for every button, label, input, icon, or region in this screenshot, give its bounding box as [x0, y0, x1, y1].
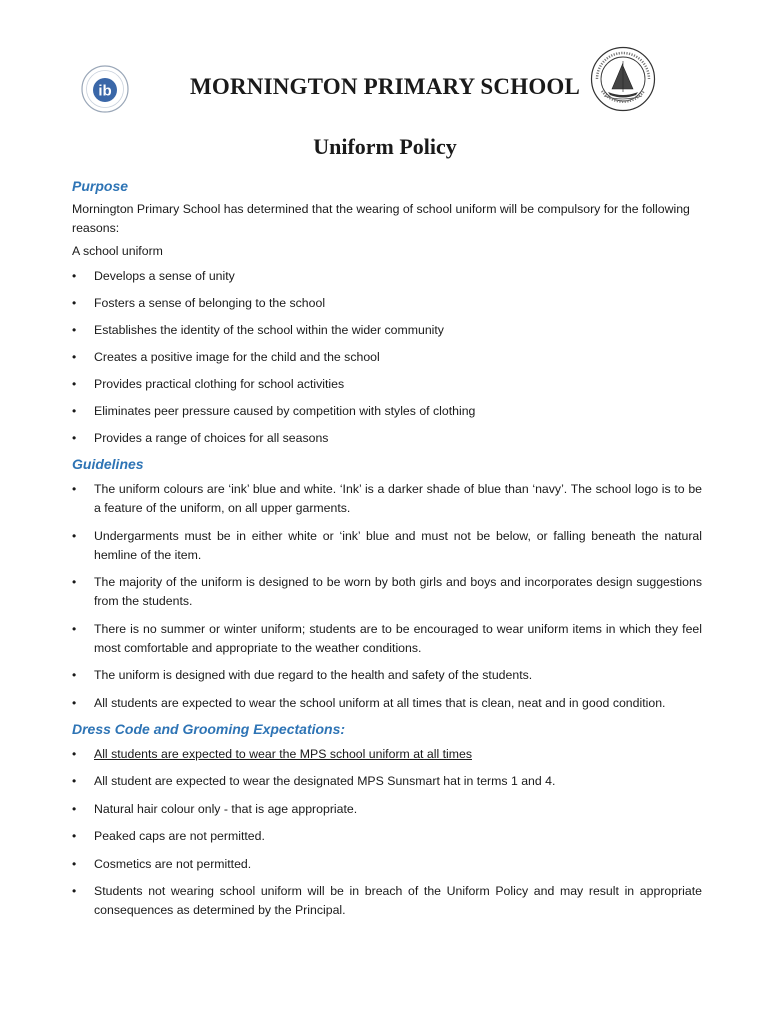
list-item: • Creates a positive image for the child and the school: [72, 348, 702, 367]
list-item: • The uniform colours are ‘ink’ blue and white. ‘Ink’ is a darker shade of blue than ‘navy’. The school logo is to be a feature of the uniform, on all upper garments.: [72, 480, 702, 518]
list-item: • All students are expected to wear the MPS school uniform at all times: [72, 745, 702, 764]
purpose-intro: Mornington Primary School has determined that the wearing of school uniform will be compulsory for the following reasons:: [72, 202, 690, 235]
list-item: • Students not wearing school uniform will be in breach of the Uniform Policy and may result in appropriate consequences as determined by the Principal.: [72, 882, 702, 920]
list-item: • Undergarments must be in either white or ‘ink’ blue and must not be below, or falling beneath the natural hemline of the item.: [72, 527, 702, 565]
list-item: • All student are expected to wear the designated MPS Sunsmart hat in terms 1 and 4.: [72, 772, 702, 791]
document-title: Uniform Policy: [313, 134, 457, 159]
list-item: • Provides a range of choices for all seasons: [72, 429, 702, 448]
purpose-lead: A school uniform: [72, 244, 163, 258]
document-body: [72, 176, 702, 920]
list-item: • Establishes the identity of the school within the wider community: [72, 321, 702, 340]
list-item: • The uniform is designed with due regard to the health and safety of the students.: [72, 666, 702, 685]
school-crest-logo: [590, 46, 656, 112]
list-item: • Fosters a sense of belonging to the school: [72, 294, 702, 313]
list-item: • Develops a sense of unity: [72, 267, 702, 286]
guidelines-heading: Guidelines: [72, 456, 144, 472]
purpose-heading: Purpose: [72, 178, 129, 194]
school-name: MORNINGTON PRIMARY SCHOOL: [189, 74, 581, 99]
list-item: • Natural hair colour only - that is age appropriate.: [72, 800, 702, 819]
list-item: • There is no summer or winter uniform; students are to be encouraged to wear uniform items in which they feel most comfortable and appropriate to the weather conditions.: [72, 620, 702, 658]
dress-code-list: [72, 745, 702, 921]
dress-code-heading: Dress Code and Grooming Expectations:: [72, 720, 346, 737]
list-item: • Cosmetics are not permitted.: [72, 855, 702, 874]
list-item: • Peaked caps are not permitted.: [72, 827, 702, 846]
list-item: • Provides practical clothing for school activities: [72, 375, 702, 394]
purpose-list: [72, 267, 702, 448]
list-item: • The majority of the uniform is designed to be worn by both girls and boys and incorporates design suggestions from the students.: [72, 573, 702, 611]
svg-text:ib: ib: [98, 82, 112, 100]
list-item: • All students are expected to wear the school uniform at all times that is clean, neat and in good condition.: [72, 694, 702, 713]
list-item: • Eliminates peer pressure caused by competition with styles of clothing: [72, 402, 702, 421]
guidelines-list: [72, 480, 702, 713]
